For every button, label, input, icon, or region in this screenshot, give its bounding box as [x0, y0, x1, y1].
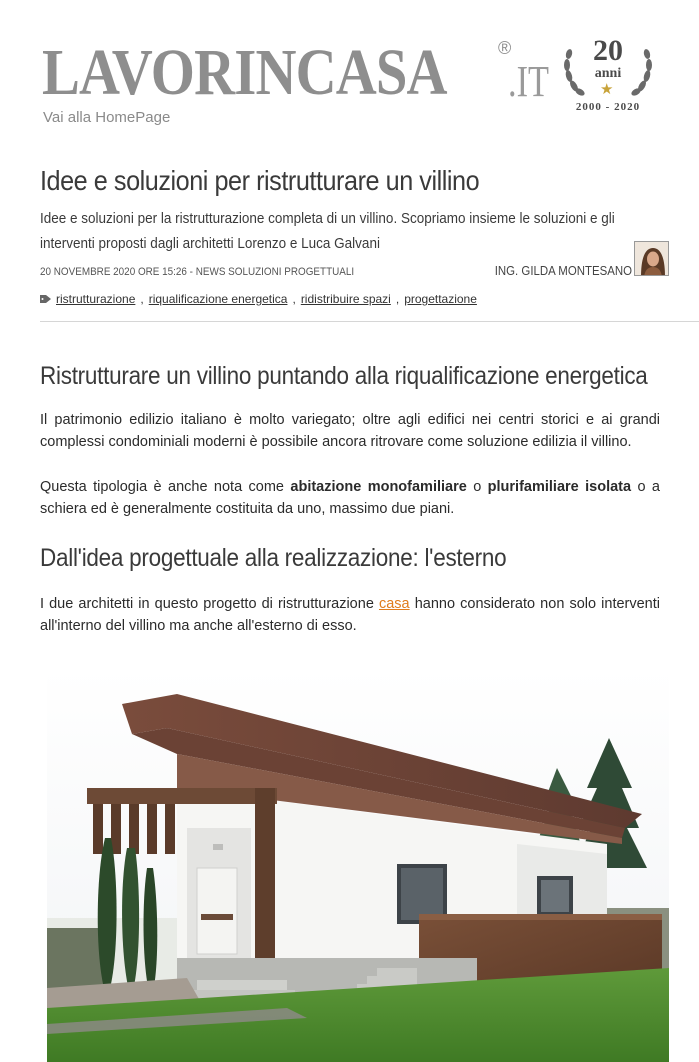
tag-link[interactable]: riqualificazione energetica	[148, 292, 288, 306]
tag-link[interactable]: ristrutturazione	[56, 292, 136, 306]
site-logo-wordmark[interactable]: LAVORINCASA	[42, 36, 447, 109]
site-logo-tld[interactable]: .IT	[508, 57, 549, 106]
anniversary-badge	[560, 36, 660, 116]
paragraph	[40, 476, 660, 520]
bold-text: plurifamiliare isolata	[487, 479, 632, 495]
tag-separator: ,	[140, 292, 144, 306]
paragraph-text: o a schiera ed è generalmente costituita da uno, massimo due piani.	[40, 479, 660, 517]
tag-icon	[40, 294, 52, 304]
section-heading: Ristrutturare un villino puntando alla riqualificazione energetica	[40, 362, 648, 390]
tag-list	[40, 292, 477, 306]
anniversary-number: 20	[593, 34, 623, 67]
paragraph-text: o	[466, 479, 488, 495]
tag-separator: ,	[292, 292, 296, 306]
registered-mark: ®	[498, 38, 512, 58]
author-photo	[635, 242, 669, 276]
paragraph	[40, 409, 660, 453]
villa-rendering	[47, 668, 669, 1062]
paragraph-text: hanno considerato non solo interventi all'interno del villino ma anche all'esterno di esso.	[40, 596, 660, 634]
article-meta: 20 NOVEMBRE 2020 ORE 15:26 - NEWS SOLUZIONI PROGETTUALI	[40, 266, 355, 278]
homepage-link[interactable]: Vai alla HomePage	[43, 109, 171, 126]
header-divider	[40, 321, 699, 322]
star-icon: ★	[600, 81, 614, 98]
casa-link[interactable]: casa	[378, 596, 410, 612]
paragraph-text: Il patrimonio edilizio italiano è molto variegato; oltre agli edifici nei centri storici e ai grandi complessi condominiali moderni è possibile ancora ritrovare come soluzione edilizia il villino.	[40, 412, 660, 450]
paragraph	[40, 593, 660, 637]
anniversary-word: anni	[594, 66, 622, 81]
bold-text: abitazione monofamiliare	[290, 479, 467, 495]
anniversary-years: 2000 - 2020	[575, 101, 641, 113]
tag-separator: ,	[395, 292, 400, 306]
article-subtitle: Idee e soluzioni per la ristrutturazione completa di un villino. Scopriamo insieme le soluzioni e gli interventi proposti dagli architetti Lorenzo e Luca Galvani	[40, 210, 615, 252]
section-heading: Dall'idea progettuale alla realizzazione: l'esterno	[40, 544, 507, 572]
article-title: Idee e soluzioni per ristrutturare un villino	[40, 165, 480, 196]
article-hero-image[interactable]	[47, 668, 669, 1062]
site-header	[40, 36, 660, 136]
paragraph-text: Questa tipologia è anche nota come	[40, 479, 291, 495]
author-name[interactable]: ING. GILDA MONTESANO	[494, 263, 632, 278]
tag-link[interactable]: ridistribuire spazi	[300, 292, 391, 306]
author-avatar[interactable]	[634, 241, 669, 276]
paragraph-text: I due architetti in questo progetto di ristrutturazione	[40, 596, 379, 612]
tag-link[interactable]: progettazione	[404, 292, 477, 306]
